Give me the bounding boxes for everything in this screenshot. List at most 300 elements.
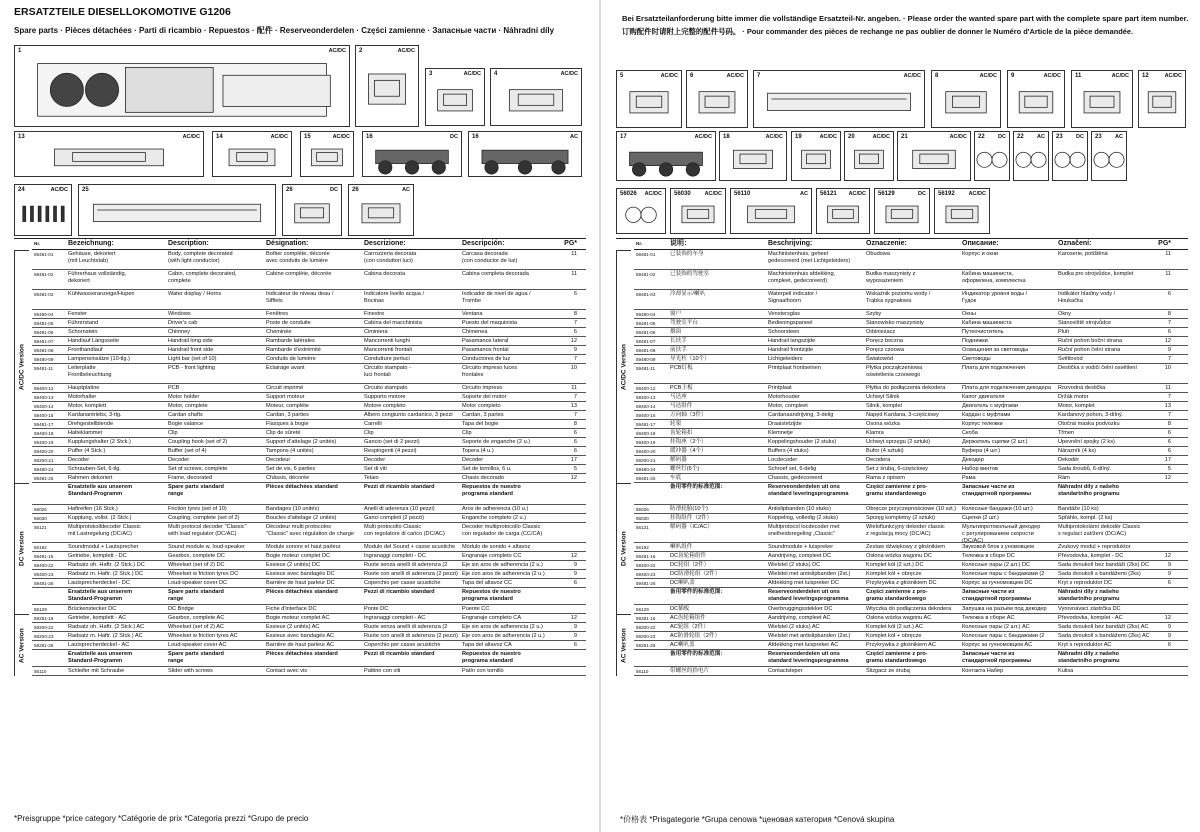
table-cell: Indicateur de niveau deau / Sifflets [266,291,334,304]
table-cell: Cabin, complete decorated, complete [168,271,237,284]
table-cell: 59400-22 [636,563,656,568]
spare-parts-table [616,238,1188,798]
version-label: AC [1115,134,1123,140]
table-cell: Modulo del Sound + casse acustiche [364,544,456,550]
table-cell [558,523,580,524]
version-label: AC/DC [949,134,967,140]
table-cell: Decoder [364,457,386,463]
table-cell: Освещения за световоды [962,347,1029,353]
version-label: DC [1076,134,1084,140]
table-cell: Uchwyt Silnik [866,394,900,400]
table-row [32,543,586,552]
table-cell: Afdekking met luispreker AC [768,642,839,648]
table-cell: Rama z opisem [866,475,905,481]
table-cell: Indicador de nivel de agua / Trombe [462,291,531,304]
table-cell: 12 [570,475,577,481]
table-cell: Bogie moteur complet AC [266,615,330,621]
table-cell: DC防滑轮组（2件） [670,571,721,577]
table-row [32,393,586,402]
table-cell: 11 [571,271,577,277]
table-cell: 59481-26 [636,581,656,586]
handrail-front-icon [932,71,1000,127]
part-number-label: 5 [620,73,624,79]
table-row [634,623,1188,632]
table-cell: Ruote con anelli di aderenza (2 pezzi) [364,633,458,639]
table-cell: Aandrijving, compleet AC [768,615,831,621]
part-number-label: 8 [935,73,939,79]
table-cell: Pezzi di ricambio standard [364,589,435,595]
table-cell: 59481-16 [34,554,54,559]
table-cell: Indikátor hladiny vody / Houkačka [1058,291,1116,304]
table-cell: DC插板 [670,606,690,612]
table-row [32,514,586,523]
table-cell: Carcasa decorada (con conductor de luz) [462,251,518,264]
table-row [634,438,1188,447]
table-cell: Puente CC [462,606,490,612]
table-cell: Кабина машиниста [962,320,1012,326]
table-cell: Locdecoder [768,457,798,463]
table-cell: Буфера (4 шт.) [962,448,1001,454]
part-number-label: 15 [304,134,311,140]
table-cell: 59481-11 [636,366,656,371]
part-diagram-box [14,184,72,236]
table-cell: Cabine complète, décorée [266,271,332,277]
table-cell: Przykrywka z głośnikiem AC [866,642,936,648]
table-cell: Pezzi di ricambio standard [364,484,435,490]
table-cell: Ingranaggi completi - DC [364,553,426,559]
table-cell: 8 [573,311,577,317]
table-cell: Poręcz czoowa [866,347,904,353]
pcb-front-icon [1072,71,1132,127]
table-cell: Carrelli [364,421,382,427]
table-cell: Корпус и окни [962,251,999,257]
table-cell: 59400-20 [34,449,54,454]
table-cell: Eje con aros de adherencia (2 u.) [462,571,545,577]
order-note-line-2: 订购配件时请附上完整的配件号码。 · Pour commander des pièces de rechange ne pas oublier de donner le Numéro d'Article de la pièce demandée. [622,27,1134,36]
table-cell: 59400-12 [34,386,54,391]
table-cell: Handrail front side [168,347,214,353]
table-cell: 10 [570,365,577,371]
table-cell: Light bar (set of 10) [168,356,217,362]
table-cell: Engranaje completo CA [462,615,522,621]
table-cell: Kulisa [1058,668,1074,674]
table-cell: 12 [570,553,577,559]
order-note-line-1: Bei Ersatzteilanforderung bitte immer die vollständige Ersatzteil-Nr. angeben. · Please order the wanted spare part with the complete spare part item number. [622,14,1189,23]
column-header: Descrizione: [364,240,406,247]
table-cell: Tapa del altavoz CC [462,580,513,586]
table-cell: Puesto del maquinista [462,320,518,326]
table-cell: 6 [573,448,577,454]
table-cell: Handrail frontzijde [768,347,814,353]
table-cell: Części zamienne z pro- gramu standardowego [866,651,928,664]
table-cell: Motorhalter [68,394,97,400]
table-cell: 长扶手 [670,338,687,344]
price-group-footer: *价格表 *Prisgategorie *Grupa cenowa *ценовая категория *Cenová skupina [620,815,895,824]
table-cell: Flasques à bogie [266,421,309,427]
table-cell: Drehgestellblende [68,421,114,427]
table-cell: Set di viti [364,466,387,472]
table-cell: Komplet kół + obręcze [866,571,922,577]
table-row [32,402,586,411]
table-cell: Držák motor [1058,394,1089,400]
table-cell: Motor holder [168,394,200,400]
part-number-label: 2 [359,48,363,54]
table-cell: 9 [573,624,577,630]
table-cell [1152,667,1174,668]
table-cell: Плата для подключения декодера [962,385,1051,391]
table-cell: 59400-13 [636,395,656,400]
part-number-label: 56026 [620,191,637,197]
table-cell: Контакта Набер [962,668,1004,674]
table-cell: Ruote con anelli di aderenza (2 pezzi) [364,571,458,577]
part-diagram-box [616,131,716,181]
table-cell: Essieux avec bandagés DC [266,571,335,577]
table-row [32,364,586,384]
table-cell: Плата для подключения [962,365,1025,371]
table-cell: Kryt s reproduktor DC [1058,580,1113,586]
part-diagram-box [468,131,582,177]
table-cell: 59481-01 [34,252,54,257]
table-cell: 59481-07 [636,339,656,344]
part-number-label: 25 [82,187,89,193]
part-number-label: 56030 [674,191,691,197]
table-cell: Komplet kół + obręcze [866,633,922,639]
part-number-label: 18 [723,134,730,140]
table-cell: Sound module w. loud-speaker [168,544,245,550]
part-diagram-box [212,131,292,177]
table-cell: Bedieningspaneel [768,320,813,326]
table-cell: Lampeneinsätze (10-tlg.) [68,356,130,362]
part-number-label: 16 [366,134,373,140]
table-cell: Supporto motore [364,394,406,400]
table-cell: Barrière de haut parleur DC [266,580,335,586]
table-cell: 59400-13 [34,395,54,400]
table-cell: 12 [1164,553,1171,559]
table-cell: Tampons (4 unités) [266,448,314,454]
table-cell: 59400-23 [34,572,54,577]
table-row [32,605,586,614]
table-cell: Ponte DC [364,606,389,612]
table-cell: Multiprotokolldecoder Classic mit Lastregelung (DC/AC) [68,524,141,537]
table-row [634,641,1188,650]
table-cell [32,650,66,651]
table-row [32,614,586,623]
table-cell: 12 [570,338,577,344]
table-row [32,429,586,438]
part-number-label: 11 [1075,73,1082,79]
table-cell: Motor completo [462,403,501,409]
table-cell: Ruční pohon čelní strana [1058,347,1121,353]
table-cell: Скоба [962,430,978,436]
table-cell [558,650,580,651]
table-cell: Pièces détachées standard [266,651,338,657]
part-diagram-box [300,131,354,177]
table-cell: 56121 [34,525,47,530]
part-number-label: 16 [472,134,479,140]
table-cell: Pattino con viti [364,668,401,674]
table-row [634,250,1188,270]
table-cell [1152,588,1174,589]
version-label: AC [800,191,808,197]
table-cell: 6 [573,642,577,648]
chassis-icon [79,185,275,235]
version-label: AC/DC [1043,73,1061,79]
table-cell [1152,505,1174,506]
table-cell: Путеочиститель [962,329,1004,335]
table-row [32,641,586,650]
table-cell: Motorhouder [768,394,800,400]
table-cell: 56110 [636,669,649,674]
table-cell: Decodera [866,457,891,463]
table-cell: 59481-07 [34,339,54,344]
table-cell: Brückenstecker DC [68,606,117,612]
table-cell: Sada dvoukolí bez bandáží (2ks) AC [1058,624,1149,630]
table-cell: Kupplungshalter (2 Stck.) [68,439,131,445]
table-cell: 已装饰的车身 [670,251,704,257]
table-cell: Reserveonderdelen uit ons standard leveringsprogramma [768,589,849,602]
table-cell: 59400-15 [34,413,54,418]
table-cell: 59481-08 [34,348,54,353]
table-cell: Motor, complete [168,403,208,409]
table-row [32,552,586,561]
column-header: 说明： [670,240,691,247]
table-cell: Stanoviště strojvůdce [1058,320,1112,326]
part-number-label: 1 [18,48,22,54]
table-cell: Haftreifen (16 Stck.) [68,506,118,512]
table-cell: Chimney [168,329,191,335]
table-cell: 56192 [34,545,47,550]
table-cell: 6 [573,430,577,436]
table-cell [32,588,66,589]
table-cell: Koppeling, volledig (2 stuks) [768,515,838,521]
table-cell: 13 [570,403,577,409]
table-cell: 59400-18 [636,431,656,436]
table-cell: DC齿轮箱组件 [670,553,707,559]
table-cell: Hauptplatine [68,385,100,391]
table-cell: Колесные бандажи (10 шт.) [962,506,1033,512]
table-cell: Мультипротокольный декодер с регулированием скорости (DC/AC) [962,524,1041,543]
table-row [32,474,586,483]
table-row [634,364,1188,384]
table-cell: Koppelingshouder (2 stuks) [768,439,837,445]
table-row [32,523,586,543]
table-row [634,552,1188,561]
table-row [32,465,586,474]
table-cell: 窗户 [670,311,682,317]
table-cell: Sada dvoukolí s bandážemi (2ks) [1058,571,1141,577]
table-cell: Motore completo [364,403,406,409]
table-cell: 56026 [34,507,47,512]
table-cell: Albero congiunto cardanico, 3 pezzi [364,412,453,418]
table-cell: PCB主板 [670,385,693,391]
table-cell: Circuito impreso luces frontales [462,365,518,378]
table-cell: Wieloflunkcyjny dekoder classic z regulacją mocy (DC/AC) [866,524,945,537]
table-cell: Aandrijving, compleet DC [768,553,832,559]
table-cell: Getriebe, komplett - DC [68,553,127,559]
table-cell: Колесные пары (2 шт.) AC [962,624,1030,630]
table-cell: Держатель сцепки (2 шт.) [962,439,1028,445]
part-diagram-box [1071,70,1133,128]
table-cell: 7 [573,412,577,418]
table-cell: Schrauben-Set, 6-tlg. [68,466,121,472]
part-number-label: 7 [757,73,761,79]
table-row [634,447,1188,456]
part-diagram-box [362,131,462,177]
table-cell: Sada šroubů, 6-dílný. [1058,466,1112,472]
part-number-label: 3 [429,71,433,77]
table-cell: 6 [1167,329,1171,335]
table-row [634,605,1188,614]
table-cell: Coperchio per casse acustiche [364,642,441,648]
table-row [634,328,1188,337]
table-cell: 轮架 [670,421,682,427]
table-cell: 56110 [34,669,47,674]
motor-holder-icon [15,132,203,176]
table-cell: Karoserie, potištěná [1058,251,1108,257]
table-cell: 6 [1167,642,1171,648]
part-diagram-box [874,188,930,234]
table-cell: Wheelset (set of 2) AC [168,624,224,630]
table-cell: Spare parts standard range [168,651,224,664]
table-cell: Soundmodule + luispreker [768,544,834,550]
bogie-dc-icon [363,132,461,176]
table-cell: 59200-23 [34,634,54,639]
table-cell: 17 [570,457,577,463]
table-cell: Окны [962,311,976,317]
table-cell: 59200-21 [34,458,54,463]
table-cell: 防滑轮胎(10个) [670,506,708,512]
table-cell: Pezzi di ricambio standard [364,651,435,657]
table-cell: Afdekking met luispreker DC [768,580,839,586]
table-cell: PCB - front lighting [168,365,215,371]
part-diagram-box [730,188,812,234]
table-cell: Mancorrenti lunghi [364,338,411,344]
column-header: Description: [168,240,209,247]
table-cell: 59400-18 [34,431,54,436]
table-row [32,270,586,290]
table-row [634,429,1188,438]
table-row [634,523,1188,543]
table-cell: 6 [573,329,577,335]
table-cell: 59481-02 [636,272,656,277]
table-cell: DC喇叭盖 [670,580,695,586]
table-cell: Waterpeil indicator / Signaalhoorn [768,291,818,304]
part-diagram-box [282,184,342,236]
table-cell: 59480-04 [636,312,656,317]
table-cell: Bandáže (10 ks) [1058,506,1099,512]
table-cell: Clip [364,430,374,436]
table-cell: Finestre [364,311,385,317]
table-cell [558,483,580,484]
table-cell: Wheelset (set of 2) DC [168,562,225,568]
table-cell: Schleifer mit Schraube [68,668,125,674]
column-header: Descripción: [462,240,505,247]
part-diagram-box [670,188,726,234]
table-cell: 13 [1164,403,1171,409]
table-cell: 6 [1167,448,1171,454]
table-cell: Driver's cab [168,320,198,326]
table-cell: Decoder [462,457,484,463]
table-cell: Set z śrubą, 6-częściowy [866,466,928,472]
table-cell: 备用零件的标准范围： [670,484,726,490]
part-diagram-box [897,131,971,181]
table-cell: Soporte del motor [462,394,507,400]
table-row [634,543,1188,552]
table-cell: Ventana [462,311,483,317]
column-header: Nr. [34,241,41,246]
table-cell: Pièces détachées standard [266,484,338,490]
table-cell: Lautsprecherdeckel - DC [68,580,130,586]
table-cell: Decoder multiprotocollo Classic con regulador de carga (CC/CA) [462,524,543,537]
table-cell [32,483,66,484]
table-cell: 59481-08 [636,348,656,353]
table-cell [1152,523,1174,524]
table-cell: Ersatzteile aus unserem Standard-Programm [68,651,133,664]
version-label: AC/DC [463,71,481,77]
table-cell: Multi protocollo Classic con regolatore di carico (DC/AC) [364,524,445,537]
table-cell: Repuestos de nuestro programa standard [462,589,521,602]
version-label: AC/DC [1111,73,1129,79]
table-cell: Gearbox, complete AC [168,615,225,621]
table-cell: 7 [573,394,577,400]
table-cell: Запасные части из стандартной программы [962,589,1031,602]
table-cell: Запасные части из стандартной программы [962,651,1031,664]
table-cell: Fronthandlauf [68,347,103,353]
table-cell: Destička s vodiči čelní osvětlení [1058,365,1137,371]
table-row [634,420,1188,429]
table-cell: Przykrywka z głośnikiem DC [866,580,937,586]
table-cell: Condutture perluci [364,356,410,362]
table-cell: Корпус за гучномовцем DC [962,580,1033,586]
table-cell: Osłona wózka wagonu DC [866,553,932,559]
part-diagram-box [931,70,1001,128]
table-cell: Odśnieżacz [866,329,896,335]
part-number-label: 23 [1056,134,1063,140]
table-cell: Náhradní díly z našeho standartního programu [1058,484,1120,497]
table-cell: Sada dvoukolí bez bandáží (2ks) DC [1058,562,1150,568]
part-number-label: 19 [795,134,802,140]
version-section-label: AC/DC Version [14,250,29,483]
table-cell: 备用零件的标准范围： [670,651,726,657]
table-cell: Ruční pohon boční strana [1058,338,1123,344]
column-header: Nr. [636,241,643,246]
table-cell: PCB灯板 [670,365,693,371]
table-cell: 9 [573,347,577,353]
table-cell: Eclairage avant [266,365,305,371]
table-cell: AC喇叭盖 [670,642,695,648]
table-cell: 7 [1167,394,1171,400]
table-cell: Tapa del altavoz CA [462,642,512,648]
table-cell: 59400-19 [636,440,656,445]
table-row [32,632,586,641]
table-cell: Sada dvoukolí s bandážemi (2ks) AC [1058,633,1150,639]
table-cell: Essieux (2 unités) AC [266,624,320,630]
table-row [32,328,586,337]
table-cell: Poste de conduite [266,320,311,326]
table-row [634,384,1188,393]
table-row [32,290,586,310]
part-number-label: 24 [18,187,25,193]
version-label: AC/DC [979,73,997,79]
table-cell: 12 [1164,475,1171,481]
table-cell: 万向轴（3件） [670,412,707,418]
part-diagram-box [1007,70,1065,128]
table-cell: Spare parts standard range [168,589,224,602]
table-cell: 59481-03 [636,292,656,297]
table-cell: 59400-20 [636,449,656,454]
table-row [32,447,586,456]
table-cell: 56026 [636,507,649,512]
